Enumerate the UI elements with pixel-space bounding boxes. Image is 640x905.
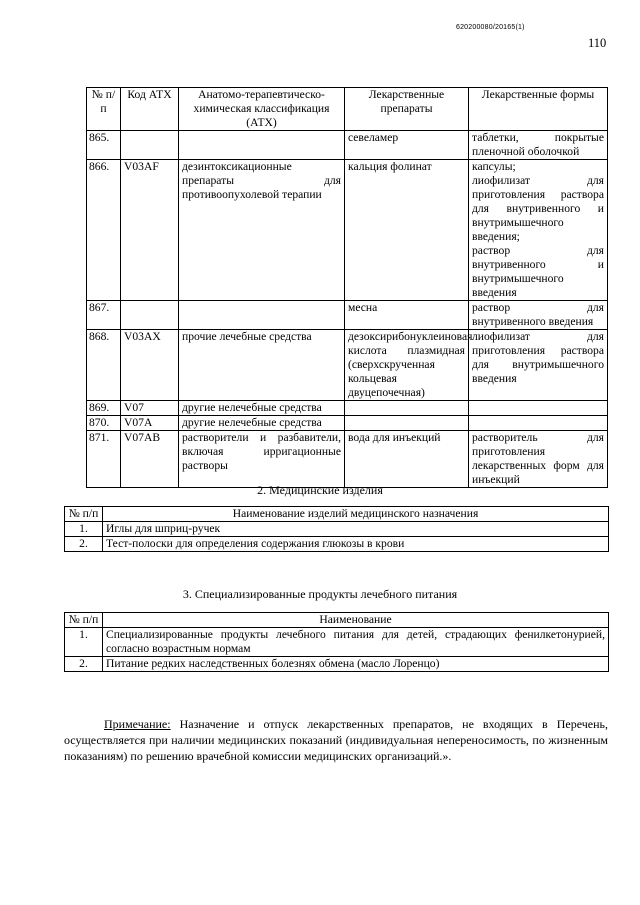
header-num: № п/п bbox=[65, 507, 103, 522]
document-code: 620200080/20165(1) bbox=[456, 24, 525, 31]
row-drug bbox=[345, 401, 469, 416]
table-header-row bbox=[65, 507, 609, 522]
row-num: 2. bbox=[65, 657, 103, 672]
table-row bbox=[87, 330, 608, 401]
row-forms: лиофилизат для приготовления раствора для внутримышечного введения bbox=[469, 330, 608, 401]
row-classification: дезинтоксикационные препараты для противоопухолевой терапии bbox=[179, 160, 345, 301]
row-forms: таблетки, покрытые пленочной оболочкой bbox=[469, 131, 608, 160]
row-classification: другие нелечебные средства bbox=[179, 401, 345, 416]
section-title-nutrition: 3. Специализированные продукты лечебного питания bbox=[182, 587, 458, 601]
table-row bbox=[65, 537, 609, 552]
row-name: Иглы для шприц-ручек bbox=[103, 522, 609, 537]
row-num: 1. bbox=[65, 628, 103, 657]
table-row bbox=[65, 628, 609, 657]
row-forms: раствор для внутривенного введения bbox=[469, 301, 608, 330]
row-name: Специализированные продукты лечебного питания для детей, страдающих фенилкетонурией, согласно возрастным нормам bbox=[103, 628, 609, 657]
row-atc-code: V07 bbox=[121, 401, 179, 416]
row-atc-code: V07A bbox=[121, 416, 179, 431]
note-paragraph bbox=[64, 716, 608, 764]
table-header-row bbox=[87, 88, 608, 131]
row-atc-code: V03AX bbox=[121, 330, 179, 401]
row-atc-code: V03AF bbox=[121, 160, 179, 301]
section-title-medical-devices: 2. Медицинские изделия bbox=[257, 483, 383, 497]
row-classification: другие нелечебные средства bbox=[179, 416, 345, 431]
header-name: Наименование изделий медицинского назначения bbox=[103, 507, 609, 522]
note-text: Назначение и отпуск лекарственных препаратов, не входящих в Перечень, осуществляется при наличии медицинских показаний (индивидуальная непереносимость, по жизненным показаниям) по решению врачебной комиссии медицинских организаций.». bbox=[64, 717, 608, 763]
table-row bbox=[87, 301, 608, 330]
row-classification bbox=[179, 301, 345, 330]
row-classification: прочие лечебные средства bbox=[179, 330, 345, 401]
note-label: Примечание: bbox=[104, 717, 171, 731]
header-classification: Анатомо-терапевтическо-химическая классификация (АТХ) bbox=[179, 88, 345, 131]
row-num: 1. bbox=[65, 522, 103, 537]
header-drugs: Лекарственные препараты bbox=[345, 88, 469, 131]
row-drug: севеламер bbox=[345, 131, 469, 160]
table-header-row bbox=[65, 613, 609, 628]
row-num: 866. bbox=[87, 160, 121, 301]
row-atc-code bbox=[121, 131, 179, 160]
row-drug: месна bbox=[345, 301, 469, 330]
row-forms bbox=[469, 416, 608, 431]
row-num: 865. bbox=[87, 131, 121, 160]
row-name: Тест-полоски для определения содержания глюкозы в крови bbox=[103, 537, 609, 552]
row-classification bbox=[179, 131, 345, 160]
row-forms bbox=[469, 401, 608, 416]
row-atc-code bbox=[121, 301, 179, 330]
row-num: 867. bbox=[87, 301, 121, 330]
row-classification: растворители и разбавители, включая ирригационные растворы bbox=[179, 431, 345, 488]
table-row bbox=[87, 431, 608, 488]
row-num: 870. bbox=[87, 416, 121, 431]
row-drug: вода для инъекций bbox=[345, 431, 469, 488]
row-num: 868. bbox=[87, 330, 121, 401]
row-drug bbox=[345, 416, 469, 431]
row-num: 871. bbox=[87, 431, 121, 488]
row-num: 869. bbox=[87, 401, 121, 416]
row-forms: капсулы; лиофилизат для приготовления раствора для внутривенного и внутримышечного введения; раствор для внутривенного и внутримышечного введения bbox=[469, 160, 608, 301]
table-row bbox=[87, 131, 608, 160]
row-drug: дезоксирибонуклеиновая кислота плазмидная (сверхскрученная кольцевая двуцепочечная) bbox=[345, 330, 469, 401]
table-row bbox=[65, 522, 609, 537]
header-name: Наименование bbox=[103, 613, 609, 628]
header-forms: Лекарственные формы bbox=[469, 88, 608, 131]
header-num: № п/п bbox=[87, 88, 121, 131]
nutrition-table bbox=[64, 612, 609, 672]
page-number: 110 bbox=[588, 36, 607, 50]
table-row bbox=[87, 160, 608, 301]
table-row bbox=[87, 401, 608, 416]
table-row bbox=[87, 416, 608, 431]
row-drug: кальция фолинат bbox=[345, 160, 469, 301]
table-row bbox=[65, 657, 609, 672]
drug-list-table bbox=[86, 87, 608, 488]
header-num: № п/п bbox=[65, 613, 103, 628]
row-num: 2. bbox=[65, 537, 103, 552]
row-forms: растворитель для приготовления лекарственных форм для инъекций bbox=[469, 431, 608, 488]
medical-devices-table bbox=[64, 506, 609, 552]
header-atc-code: Код АТХ bbox=[121, 88, 179, 131]
row-name: Питание редких наследственных болезнях обмена (масло Лоренцо) bbox=[103, 657, 609, 672]
row-atc-code: V07AB bbox=[121, 431, 179, 488]
